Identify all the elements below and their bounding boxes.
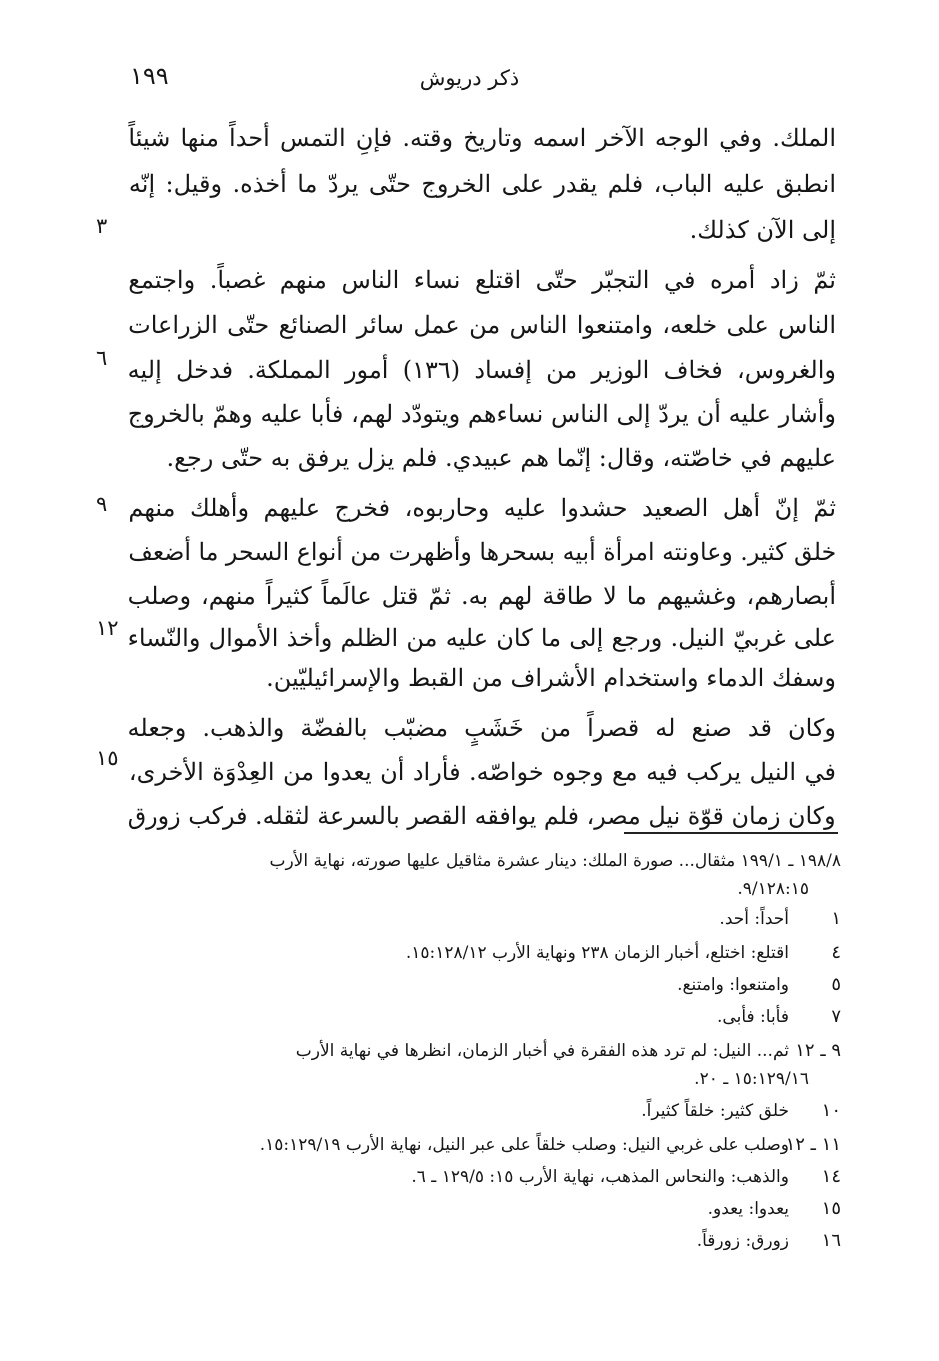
margin-line-number: ٩ (96, 492, 108, 516)
footnote-line: خلق كثير: خلقاً كثيراً. (641, 1101, 789, 1121)
footnote-number: ٥ (831, 974, 841, 995)
footnote-line: والذهب: والنحاس المذهب، نهاية الأرب ١٥: ١٢٩/٥ ـ ٦. (411, 1167, 789, 1187)
text-line: خلق كثير. وعاونته امرأة أبيه بسحرها وأظهرت من أنواع السحر ما أضعف (128, 538, 836, 566)
footnote-number: ١ (831, 908, 841, 929)
footnote-number: ١٠ (821, 1100, 841, 1121)
footnote-line: يعدوا: يعدو. (707, 1199, 789, 1219)
text-line: ثمّ إنّ أهل الصعيد حشدوا عليه وحاربوه، فخرج عليهم وأهلك منهم (128, 494, 836, 522)
footnote-line: ١٩٨/٨ ـ ١٩٩/١ مثقال... صورة الملك: دينار عشرة مثاقيل عليها صورته، نهاية الأرب (269, 851, 841, 871)
footnote-number: ١٤ (821, 1166, 841, 1187)
margin-line-number: ٣ (96, 214, 108, 238)
text-line: انطبق عليه الباب، فلم يقدر على الخروج حتّى يردّ ما أخذه. وقيل: إنّه (128, 170, 836, 198)
text-line: وكان قد صنع له قصراً من خَشَبٍ مضبّب بالفضّة والذهب. وجعله (127, 714, 836, 742)
text-line: عليهم في خاصّته، وقال: إنّما هم عبيدي. فلم يزل يرفق به حتّى رجع. (166, 444, 836, 472)
text-line: أبصارهم، وغشيهم ما لا طاقة لهم به. ثمّ قتل عالَماً كثيراً منهم، وصلب (127, 582, 836, 610)
margin-line-number: ١٥ (96, 746, 119, 770)
footnote-line: ثم... النيل: لم ترد هذه الفقرة في أخبار الزمان، انظرها في نهاية الأرب (295, 1041, 789, 1061)
footnote-number: ٤ (831, 942, 841, 963)
footnote-line: ٩/١٢٨:١٥. (737, 879, 809, 899)
page-number: ١٩٩ (130, 62, 169, 90)
footnote-line: اقتلع: اختلع، أخبار الزمان ٢٣٨ ونهاية الأرب ١٥:١٢٨/١٢. (405, 943, 789, 963)
text-line: والغروس، فخاف الوزير من إفساد (١٣٦) أمور المملكة. فدخل إليه (127, 356, 836, 384)
footnote-number: ١١ ـ ١٢ (785, 1134, 841, 1155)
footnote-line: ١٥:١٢٩/١٦ ـ ٢٠. (694, 1069, 809, 1089)
text-line: على غربيّ النيل. ورجع إلى ما كان عليه من الظلم وأخذ الأموال والنّساء (127, 624, 836, 652)
footnote-line: وصلب على غربي النيل: وصلب خلقاً على عبر النيل، نهاية الأرب ١٥:١٢٩/١٩. (259, 1135, 789, 1155)
text-line: الناس على خلعه، وامتنعوا الناس من عمل سائر الصنائع حتّى الزراعات (128, 311, 836, 339)
footnote-number: ١٥ (821, 1198, 841, 1219)
text-line: في النيل يركب فيه مع وجوه خواصّه. فأراد أن يعدوا من العِدْوَة الأخرى، (128, 758, 836, 786)
footnote-line: فأبا: فأبى. (717, 1007, 789, 1027)
text-line: وسفك الدماء واستخدام الأشراف من القبط والإسرائيليّين. (266, 664, 836, 692)
footnote-line: وامتنعوا: وامتنع. (677, 975, 789, 995)
text-line: الملك. وفي الوجه الآخر اسمه وتاريخ وقته. فإنِ التمس أحداً منها شيئاً (128, 124, 836, 152)
text-line: وكان زمان قوّة نيل مصر، فلم يوافقه القصر بالسرعة لثقله. فركب زورق (128, 802, 836, 830)
running-header-title: ذكر دريوش (419, 66, 520, 90)
footnote-number: ٩ ـ ١٢ (795, 1040, 841, 1061)
text-line: ثمّ زاد أمره في التجبّر حتّى اقتلع نساء الناس منهم غصباً. واجتمع (128, 266, 836, 294)
margin-line-number: ١٢ (96, 616, 119, 640)
footnote-number: ١٦ (821, 1230, 841, 1251)
footnote-line: زورق: زورقاً. (696, 1231, 789, 1251)
footnote-line: أحداً: أحد. (719, 909, 789, 929)
text-line: إلى الآن كذلك. (689, 216, 836, 244)
text-line: وأشار عليه أن يردّ إلى الناس نساءهم ويتودّد لهم، فأبا عليه وهمّ بالخروج (127, 400, 836, 428)
footnote-number: ٧ (831, 1006, 841, 1027)
margin-line-number: ٦ (96, 346, 108, 370)
